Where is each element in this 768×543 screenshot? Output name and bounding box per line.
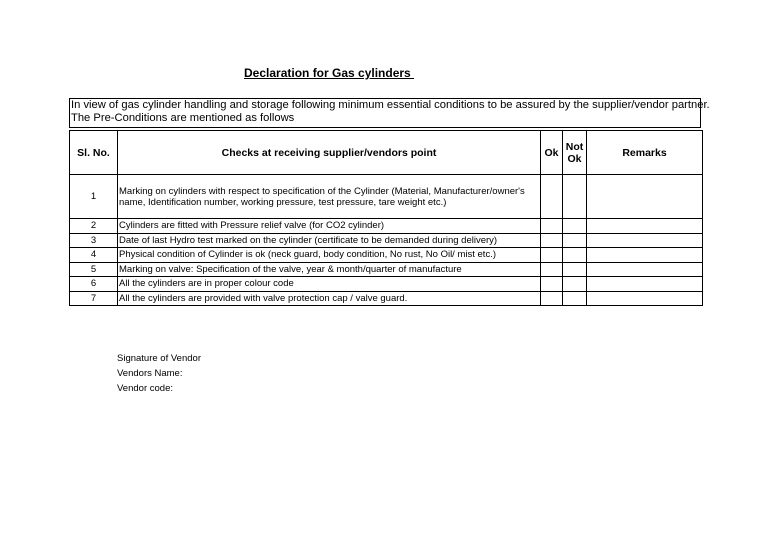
vendor-code-label: Vendor code: <box>117 383 173 394</box>
ok-cell[interactable] <box>541 219 563 234</box>
sl-cell: 4 <box>70 248 118 263</box>
not-ok-cell[interactable] <box>563 277 587 292</box>
table-row <box>70 262 703 277</box>
ok-cell[interactable] <box>541 262 563 277</box>
intro-text-line2: The Pre-Conditions are mentioned as follows <box>71 112 295 124</box>
check-cell: Cylinders are fitted with Pressure relief valve (for CO2 cylinder) <box>118 219 541 234</box>
ok-cell[interactable] <box>541 291 563 306</box>
table-row <box>70 248 703 263</box>
checks-table <box>69 130 703 306</box>
remarks-cell[interactable] <box>587 175 703 219</box>
ok-cell[interactable] <box>541 175 563 219</box>
sl-cell: 5 <box>70 262 118 277</box>
vendor-name-label: Vendors Name: <box>117 368 183 379</box>
sl-cell: 2 <box>70 219 118 234</box>
not-ok-cell[interactable] <box>563 262 587 277</box>
remarks-cell[interactable] <box>587 277 703 292</box>
table-row <box>70 291 703 306</box>
not-ok-cell[interactable] <box>563 291 587 306</box>
check-cell: Physical condition of Cylinder is ok (neck guard, body condition, No rust, No Oil/ mist etc.) <box>118 248 541 263</box>
check-cell: Marking on cylinders with respect to specification of the Cylinder (Material, Manufacturer/owner's name, Identification number, working pressure, test pressure, tare weight etc.) <box>118 175 541 219</box>
sl-cell: 7 <box>70 291 118 306</box>
sl-cell: 6 <box>70 277 118 292</box>
check-cell: All the cylinders are in proper colour code <box>118 277 541 292</box>
table-row <box>70 277 703 292</box>
table-row <box>70 219 703 234</box>
ok-cell[interactable] <box>541 248 563 263</box>
ok-cell[interactable] <box>541 233 563 248</box>
table-row <box>70 233 703 248</box>
remarks-cell[interactable] <box>587 233 703 248</box>
remarks-cell[interactable] <box>587 219 703 234</box>
header-not-ok-line1: Not <box>565 140 584 153</box>
check-cell: Date of last Hydro test marked on the cylinder (certificate to be demanded during delivery) <box>118 233 541 248</box>
not-ok-cell[interactable] <box>563 248 587 263</box>
signature-label: Signature of Vendor <box>117 353 201 364</box>
remarks-cell[interactable] <box>587 291 703 306</box>
document-title: Declaration for Gas cylinders <box>244 66 415 80</box>
header-checks: Checks at receiving supplier/vendors point <box>118 131 541 175</box>
ok-cell[interactable] <box>541 277 563 292</box>
header-not-ok-line2: Ok <box>567 152 582 165</box>
not-ok-cell[interactable] <box>563 233 587 248</box>
check-cell: Marking on valve: Specification of the valve, year & month/quarter of manufacture <box>118 262 541 277</box>
header-not-ok <box>563 131 587 175</box>
remarks-cell[interactable] <box>587 248 703 263</box>
table-header-row <box>70 131 703 175</box>
header-ok: Ok <box>541 131 563 175</box>
sl-cell: 3 <box>70 233 118 248</box>
table-row <box>70 175 703 219</box>
check-cell: All the cylinders are provided with valve protection cap / valve guard. <box>118 291 541 306</box>
not-ok-cell[interactable] <box>563 219 587 234</box>
intro-text-line1: In view of gas cylinder handling and storage following minimum essential conditions to be assured by the supplier/vendor partner. <box>71 99 710 111</box>
sl-cell: 1 <box>70 175 118 219</box>
intro-box <box>69 98 710 128</box>
not-ok-cell[interactable] <box>563 175 587 219</box>
remarks-cell[interactable] <box>587 262 703 277</box>
header-remarks: Remarks <box>587 131 703 175</box>
header-sl-no: Sl. No. <box>70 131 118 175</box>
